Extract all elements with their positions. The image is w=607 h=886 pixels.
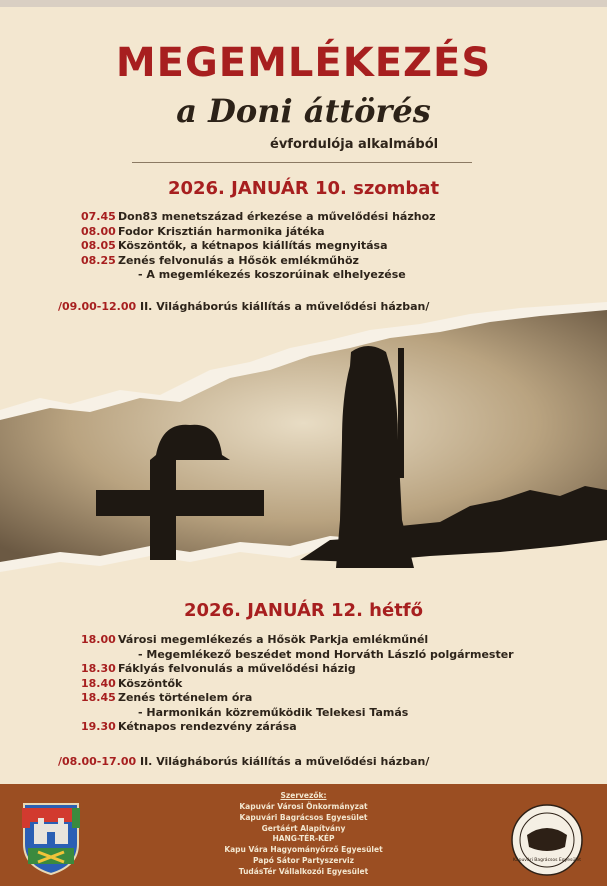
- program-time: 18.40: [81, 676, 116, 690]
- poster-subtitle-occasion: évfordulója alkalmából: [270, 137, 439, 152]
- organizer-item: Gertáért Alapítvány: [261, 823, 346, 833]
- day2-exhibition-note: [58, 755, 429, 768]
- program-time: 08.05: [81, 239, 116, 252]
- program-text: - A megemlékezés koszorúinak elhelyezése: [138, 268, 406, 281]
- torn-photo-illustration: [0, 300, 607, 590]
- program-item: [81, 720, 514, 735]
- program-text: Köszöntők, a kétnapos kiállítás megnyitása: [118, 239, 388, 252]
- note-text: II. Világháborús kiállítás a művelődési házban/: [136, 300, 430, 313]
- top-border: [0, 0, 607, 7]
- day1-date-heading: 2026. JANUÁR 10. szombat: [167, 178, 440, 199]
- program-text: Városi megemlékezés a Hősök Parkja emlékműnél: [118, 633, 429, 646]
- organizer-item: TudásTér Vállalkozói Egyesület: [238, 866, 369, 876]
- program-time: 07.45: [81, 210, 116, 223]
- city-coat-of-arms-icon: [20, 800, 82, 876]
- program-item: [81, 254, 436, 269]
- stamp-text: Kapuvári Bagrácsos Egyesület: [512, 858, 582, 863]
- program-item: [81, 239, 436, 254]
- program-item: [81, 677, 514, 692]
- program-text: Zenés történelem óra: [118, 691, 253, 704]
- association-stamp-logo: [505, 803, 589, 877]
- program-item: [81, 662, 514, 677]
- program-text: - Harmonikán közreműködik Telekesi Tamás: [138, 705, 409, 719]
- organizer-item: Kapuvári Bagrácsos Egyesület: [239, 812, 368, 822]
- organizer-item: Kapuvár Városi Önkormányzat: [239, 802, 368, 811]
- program-text: - Megemlékező beszédet mond Horváth László polgármester: [138, 647, 514, 661]
- program-text: Fodor Krisztián harmonika játéka: [118, 224, 325, 238]
- program-text: Köszöntők: [118, 676, 183, 690]
- note-time: /09.00-12.00: [58, 300, 137, 313]
- program-time: 18.00: [81, 633, 116, 646]
- program-time: 08.00: [81, 224, 116, 238]
- poster-subtitle: a Doni áttörés: [176, 92, 431, 130]
- program-text: Kétnapos rendezvény zárása: [118, 720, 297, 733]
- program-item: [81, 225, 436, 240]
- note-text: II. Világháborús kiállítás a művelődési házban/: [136, 755, 430, 768]
- program-time: 18.30: [81, 662, 116, 675]
- program-item: [81, 691, 514, 706]
- organizer-item: Kapu Vára Hagyományőrző Egyesület: [224, 845, 383, 855]
- program-item: [81, 706, 514, 721]
- organizer-item: HANG-TÉR-KÉP: [272, 834, 335, 844]
- day1-program: [81, 210, 436, 283]
- program-time: 08.25: [81, 253, 116, 267]
- day2-date-heading: 2026. JANUÁR 12. hétfő: [184, 600, 423, 621]
- program-item: [81, 210, 436, 225]
- note-time: /08.00-17.00: [58, 755, 137, 768]
- program-text: Zenés felvonulás a Hősök emlékműhöz: [118, 253, 359, 267]
- day2-program: [81, 633, 514, 735]
- program-time: 19.30: [81, 720, 116, 733]
- program-time: 18.45: [81, 691, 116, 704]
- title-divider: [132, 162, 472, 163]
- program-item: [81, 268, 436, 283]
- program-text: Fáklyás felvonulás a művelődési házig: [118, 662, 356, 675]
- organizer-item: Papó Sátor Partyszerviz: [253, 855, 354, 865]
- organizers-heading: Szervezők:: [280, 791, 327, 800]
- poster-title: MEGEMLÉKEZÉS: [115, 40, 492, 86]
- program-text: Don83 menetszázad érkezése a művelődési házhoz: [118, 210, 436, 223]
- program-item: [81, 633, 514, 648]
- program-item: [81, 648, 514, 663]
